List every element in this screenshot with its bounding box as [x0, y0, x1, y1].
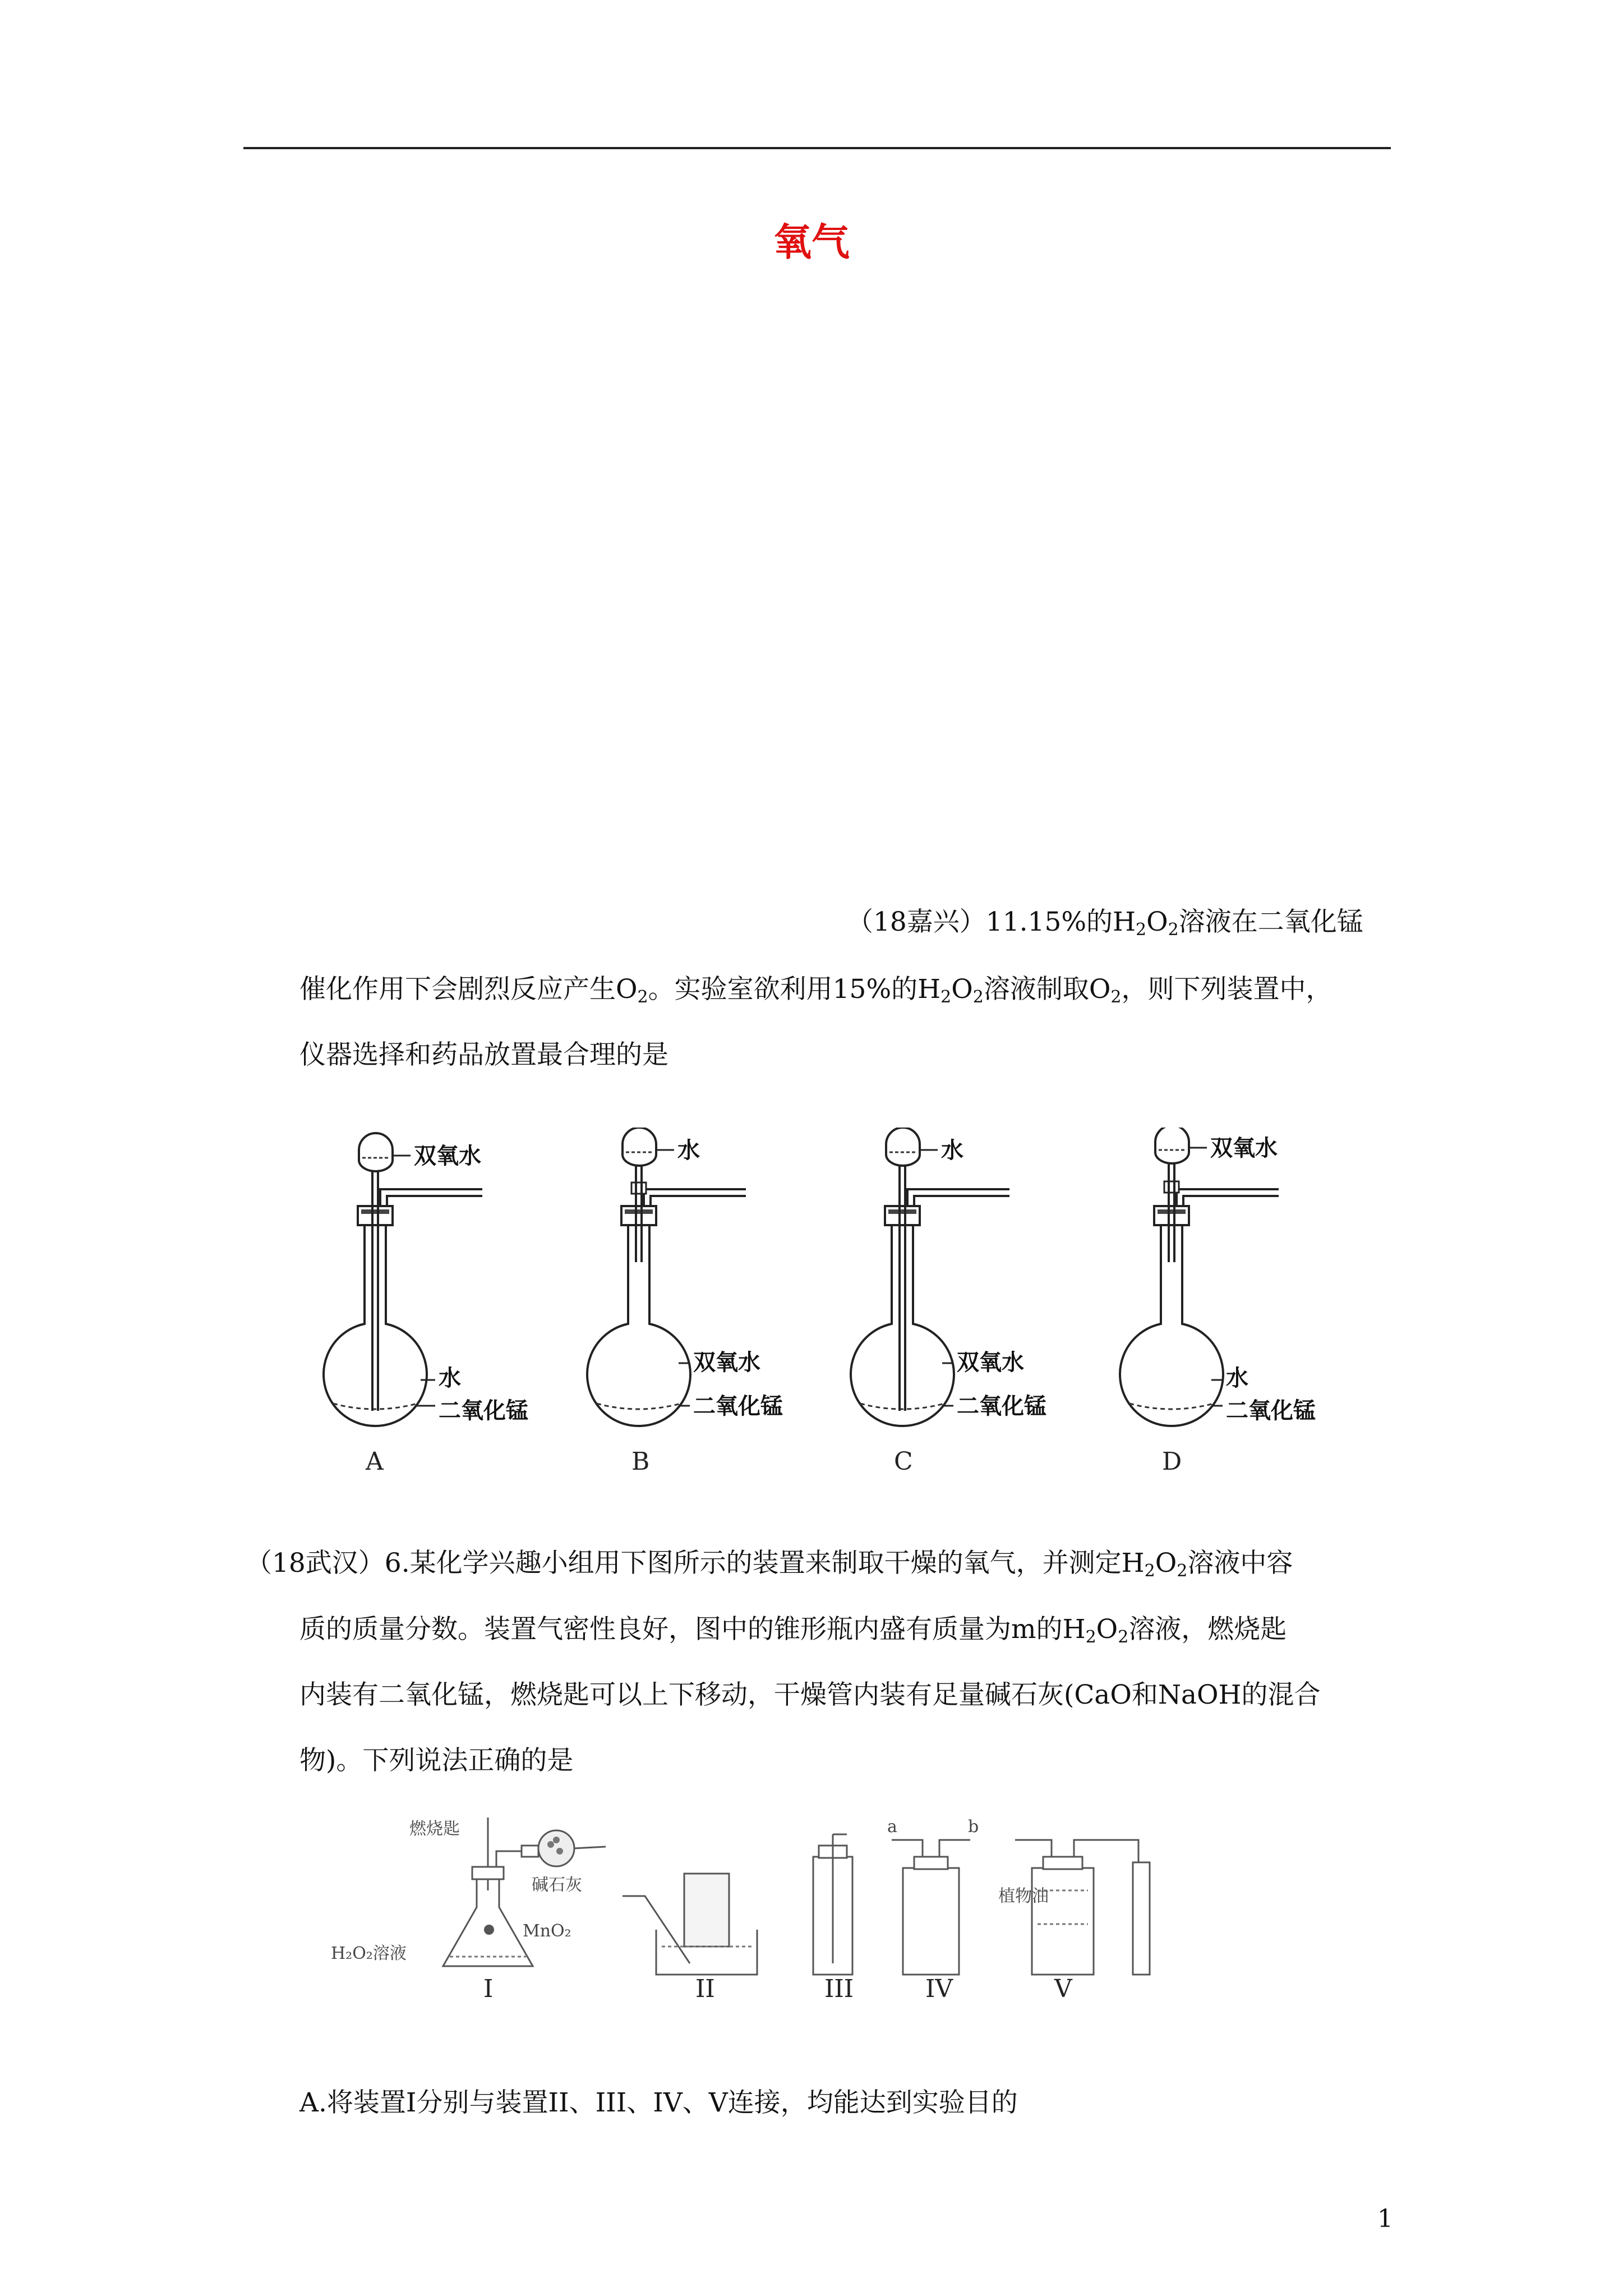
h2o2-formula: $H_2O_2$: [1062, 1614, 1129, 1647]
device-iii-caption: III: [824, 1975, 854, 2003]
header-rule: [243, 147, 1391, 149]
device-ii-caption: II: [695, 1975, 715, 2003]
o2-formula: $O_2$: [616, 974, 648, 1007]
option-d-caption: D: [1162, 1447, 1182, 1476]
label-water-a: 水: [439, 1365, 461, 1391]
device-iv: [887, 1817, 979, 2003]
q1-line-1: [847, 889, 1363, 963]
label-h2o2-solution: H₂O₂溶液: [331, 1944, 407, 1963]
option-b-caption: B: [631, 1447, 650, 1476]
apparatus-figure-abcd: [314, 1128, 1380, 1498]
label-mno2-d: 二氧化锰: [1226, 1398, 1316, 1424]
label-water-d: 水: [1226, 1365, 1248, 1391]
device-iii: [813, 1834, 854, 2003]
q1-line-3: 仪器选择和药品放置最合理的是: [299, 1039, 668, 1070]
label-vegetable-oil: 植物油: [998, 1887, 1049, 1906]
label-h2o2-a: 双氧水: [414, 1143, 481, 1169]
h2o2-formula: $H_2O_2$: [1113, 907, 1179, 940]
device-ii: [623, 1874, 757, 2003]
label-mno2-c: 二氧化锰: [957, 1393, 1046, 1419]
apparatus-c: [851, 1128, 1046, 1476]
device-v-caption: V: [1054, 1975, 1072, 2003]
apparatus-figure-i-v: [325, 1812, 1200, 2014]
label-water-b: 水: [677, 1138, 700, 1163]
page-title: 氧气: [773, 220, 850, 265]
o2-formula: $O_2$: [1089, 974, 1122, 1007]
label-h2o2-d: 双氧水: [1210, 1135, 1278, 1161]
h2o2-formula: $H_2O_2$: [917, 974, 984, 1007]
page-number: 1: [1377, 2205, 1393, 2233]
q2-option-a: A.将装置I分别与装置II、III、IV、V连接，均能达到实验目的: [299, 2087, 1018, 2118]
q1-line1-rest: 溶液在二氧化锰: [1178, 907, 1363, 937]
label-water-c: 水: [941, 1138, 963, 1163]
label-mno2-b: 二氧化锰: [693, 1393, 783, 1419]
label-h2o2-b: 双氧水: [693, 1350, 760, 1375]
label-mno2-a: 二氧化锰: [439, 1398, 528, 1424]
q1-line-2: 催化作用下会剧烈反应产生$O_2$。实验室欲利用15%的$H_2O_2$溶液制取$O_2$，则下列装置中，: [299, 974, 1332, 1007]
q2-line-4: 物)。下列说法正确的是: [299, 1745, 574, 1776]
device-v: [998, 1840, 1150, 2003]
apparatus-d: [1120, 1128, 1316, 1476]
label-soda-lime: 碱石灰: [532, 1875, 582, 1895]
option-a-caption: A: [366, 1447, 384, 1476]
q2-line-3: 内装有二氧化锰，燃烧匙可以上下移动，干燥管内装有足量碱石灰(CaO和NaOH的混合: [299, 1680, 1321, 1710]
label-spoon: 燃烧匙: [409, 1819, 460, 1839]
device-i-caption: I: [483, 1975, 494, 2003]
label-mno2: MnO₂: [523, 1921, 571, 1941]
label-port-a: a: [887, 1817, 897, 1837]
device-i: [331, 1818, 606, 2003]
h2o2-formula: $H_2O_2$: [1121, 1548, 1188, 1581]
apparatus-a: [324, 1133, 528, 1476]
q1-prefix: （18嘉兴）11.15%的: [847, 907, 1113, 937]
q2-line-1: （18武汉）6.某化学兴趣小组用下图所示的装置来制取干燥的氧气，并测定$H_2O_2$溶液中容: [246, 1548, 1293, 1581]
q2-line-2: 质的质量分数。装置气密性良好，图中的锥形瓶内盛有质量为m的$H_2O_2$溶液，燃烧匙: [299, 1614, 1287, 1647]
label-h2o2-c: 双氧水: [957, 1350, 1024, 1375]
label-port-b: b: [968, 1817, 979, 1837]
device-iv-caption: IV: [925, 1975, 953, 2003]
apparatus-b: [587, 1128, 783, 1476]
option-c-caption: C: [894, 1447, 913, 1476]
